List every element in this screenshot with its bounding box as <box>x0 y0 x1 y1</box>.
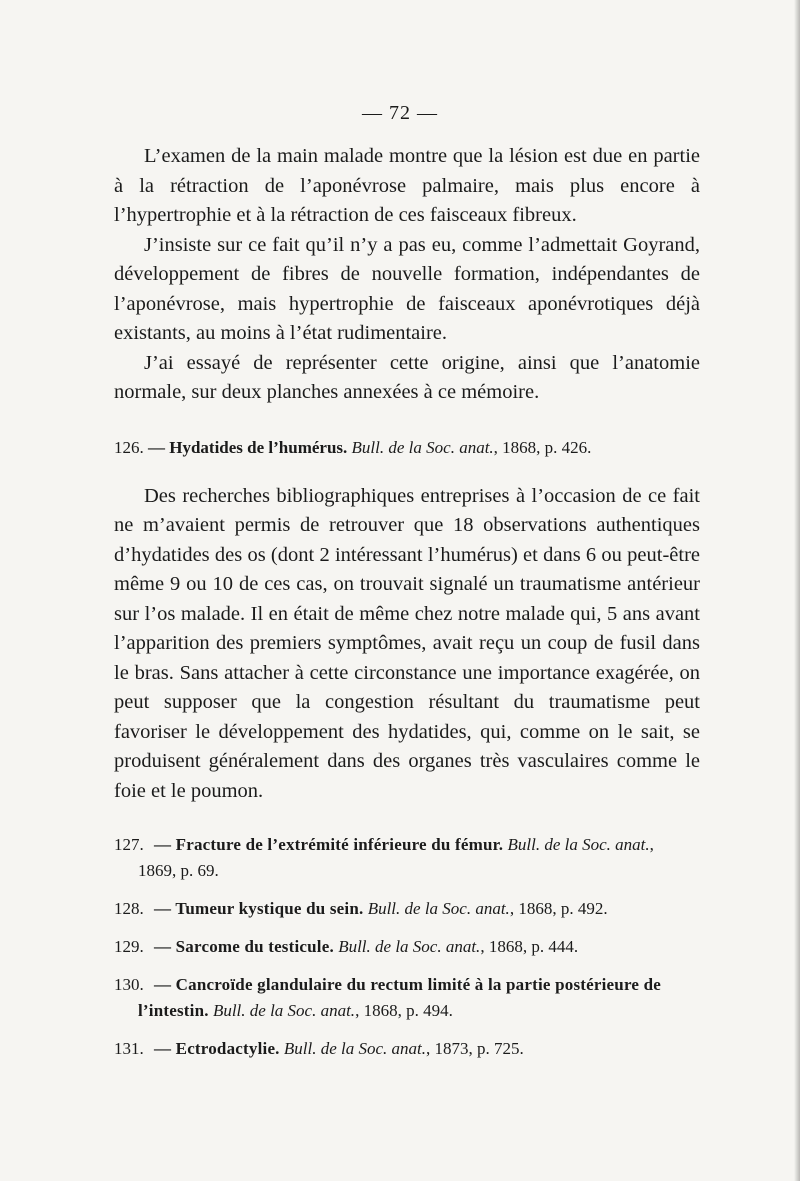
entry-reference: , 1868, p. 444. <box>480 937 579 956</box>
entry-journal: Bull. de la Soc. anat. <box>283 1039 427 1058</box>
paragraph-examen: L’examen de la main malade montre que la lésion est due en partie à la rétraction de l’aponévrose palmaire, mais plus encore à l’hypertrophie et à la rétraction de ces faisceaux fibreux. <box>114 145 700 226</box>
entry-journal: Bull. de la Soc. anat. <box>351 437 494 457</box>
entry-title: — Cancroïde glandulaire du rectum limité à la partie postérieure de <box>154 975 661 994</box>
entry-number: 128. <box>114 899 144 918</box>
entry-reference: , 1868, p. 492. <box>509 899 608 918</box>
entry-title: — Hydatides de l’humérus. <box>148 437 348 457</box>
entry-127 <box>114 832 700 884</box>
entry-number: 127. <box>114 835 144 854</box>
paragraph-goyrand: J’insiste sur ce fait qu’il n’y a pas eu, comme l’admettait Goyrand, développement de fibres de nouvelle formation, indépendantes de l’aponévrose, mais hypertrophie de faisceaux aponévrotiques déjà existants, au moins à l’état rudimentaire. <box>114 233 700 344</box>
entry-journal: Bull. de la Soc. anat. <box>367 899 510 918</box>
entry-title: — Tumeur kystique du sein. <box>154 899 364 918</box>
text-column <box>114 142 700 1074</box>
entry-title-continued: l’intestin. <box>138 1001 209 1020</box>
page-number: — 72 — <box>362 102 438 124</box>
entry-title: — Sarcome du testicule. <box>154 937 334 956</box>
entry-journal: Bull. de la Soc. anat. <box>212 1001 356 1020</box>
entry-title: — Fracture de l’extrémité inférieure du fémur. <box>154 835 504 854</box>
entry-130 <box>114 972 700 1024</box>
entry-continuation: 1869, p. 69. <box>138 861 219 880</box>
entry-reference: , 1868, p. 426. <box>493 437 592 457</box>
entry-reference: , 1868, p. 494. <box>355 1001 453 1020</box>
entry-number: 130. <box>114 975 144 994</box>
entry-journal: Bull. de la Soc. anat. <box>507 835 650 854</box>
paragraph-hydatides: Des recherches bibliographiques entreprises à l’occasion de ce fait ne m’avaient permis de retrouver que 18 observations authentiques d’hydatides des os (dont 2 intéressant l’humérus) et dans 6 ou peut-être même 9 ou 10 de ces cas, on trouvait signalé un traumatisme antérieur sur l’os malade. Il en était de même chez notre malade qui, 5 ans avant l’apparition des premiers symptômes, avait reçu un coup de fusil dans le bras. Sans attacher à cette circonstance une importance exagérée, on peut supposer que la congestion résultant du traumatisme peut favoriser le développement des hydatides, qui, comme on le sait, se produisent généralement dans des organes très vasculaires comme le foie et le poumon. <box>114 484 700 802</box>
entry-number: 126. <box>114 437 144 457</box>
entry-128 <box>114 896 700 922</box>
entry-129 <box>114 934 700 960</box>
entry-number: 131. <box>114 1039 144 1058</box>
entry-title: — Ectrodactylie. <box>154 1039 280 1058</box>
scan-edge-shadow <box>794 0 800 1181</box>
entry-number: 129. <box>114 937 144 956</box>
entry-126-heading <box>114 436 700 460</box>
entry-131 <box>114 1036 700 1062</box>
entry-reference: , 1873, p. 725. <box>426 1039 524 1058</box>
entry-continuation <box>114 998 700 1024</box>
paragraph-planches: J’ai essayé de représenter cette origine, ainsi que l’anatomie normale, sur deux planches annexées à ce mémoire. <box>114 351 700 403</box>
entry-journal: Bull. de la Soc. anat. <box>338 937 481 956</box>
entry-reference: , <box>649 835 654 854</box>
